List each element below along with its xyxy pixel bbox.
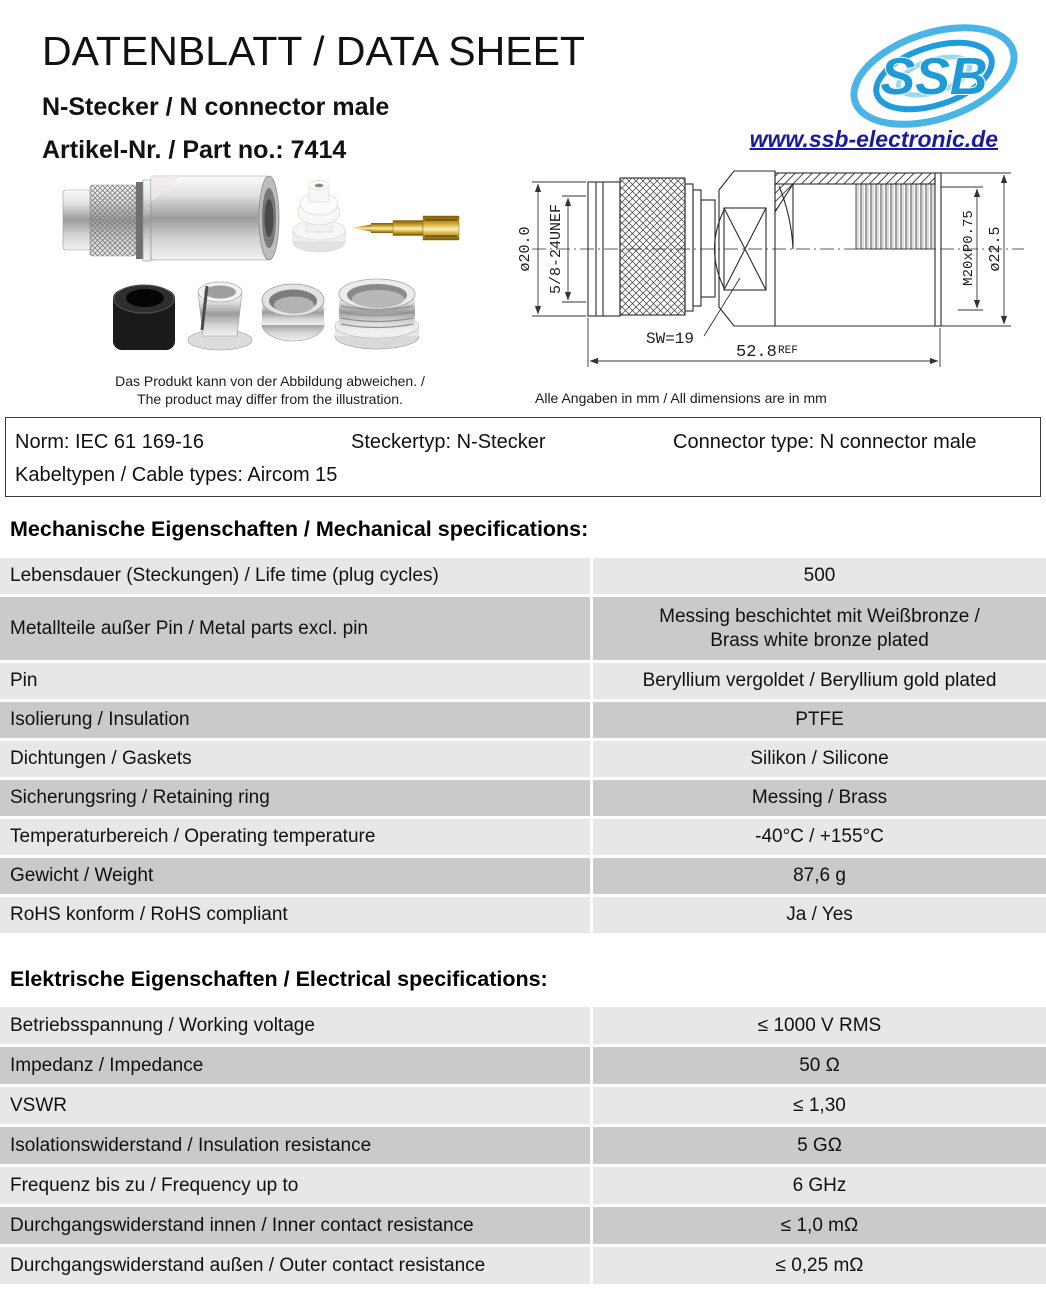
spec-value: 87,6 g [593,858,1046,894]
spec-value: Ja / Yes [593,897,1046,933]
dim-diameter-right: ø22.5 [987,226,1004,272]
dim-length-ref: REF [778,345,798,357]
spec-label: Sicherungsring / Retaining ring [0,780,590,816]
table-row [0,858,1046,894]
table-row [0,663,1046,699]
spec-value: Messing / Brass [593,780,1046,816]
spec-label: Impedanz / Impedance [0,1047,590,1084]
spec-label: Isolationswiderstand / Insulation resistance [0,1127,590,1164]
product-name: N-Stecker / N connector male [42,93,390,121]
spec-value: ≤ 1,30 [593,1087,1046,1124]
spec-value-line2: Brass white bronze plated [710,629,929,651]
technical-drawing [510,160,1042,392]
dim-diameter-left: ø20.0 [517,226,534,272]
product-photo-image [55,168,485,364]
dim-thread-right: M20xP0.75 [961,210,977,286]
insulator-photo [293,181,345,253]
spec-value: ≤ 1,0 mΩ [593,1207,1046,1244]
spec-value: ≤ 1000 V RMS [593,1007,1046,1044]
spec-label: RoHS konform / RoHS compliant [0,897,590,933]
spec-value: Silikon / Silicone [593,741,1046,777]
table-row [0,780,1046,816]
table-row [0,1007,1046,1044]
spec-label: Pin [0,663,590,699]
dim-length: 52.8 [736,343,777,362]
table-row [0,1247,1046,1284]
ferrule-photo [188,282,252,350]
ssb-logo [845,20,1023,132]
connector-type-en: Connector type: N connector male [673,431,977,453]
spec-value: 500 [593,558,1046,594]
page-title: DATENBLATT / DATA SHEET [42,28,585,74]
spec-label: Durchgangswiderstand innen / Inner contact resistance [0,1207,590,1244]
table-row [0,1087,1046,1124]
photo-caption-line1: Das Produkt kann von der Abbildung abweichen. / [115,373,425,389]
spec-label: Dichtungen / Gaskets [0,741,590,777]
table-row [0,558,1046,594]
spec-label: Lebensdauer (Steckungen) / Life time (plug cycles) [0,558,590,594]
website-link[interactable]: www.ssb-electronic.de [749,126,998,152]
technical-drawing-image [510,160,1042,392]
table-row [0,702,1046,738]
table-row [0,1127,1046,1164]
spec-value [593,597,1046,660]
norm-value: Norm: IEC 61 169-16 [15,431,204,453]
info-box [5,417,1041,497]
spec-value: -40°C / +155°C [593,819,1046,855]
spec-label: VSWR [0,1087,590,1124]
dim-wrench-size: SW=19 [646,330,695,348]
dim-thread-left: 5/8-24UNEF [548,203,565,295]
ssb-logo-icon [845,20,1023,132]
table-row [0,1167,1046,1204]
table-row [0,741,1046,777]
electrical-heading: Elektrische Eigenschaften / Electrical specifications: [10,967,548,991]
table-row [0,1207,1046,1244]
table-row [0,897,1046,933]
logo-text: SSB [880,48,988,106]
spec-label: Metallteile außer Pin / Metal parts excl. pin [0,597,590,660]
table-row [0,597,1046,660]
mechanical-heading: Mechanische Eigenschaften / Mechanical specifications: [10,517,589,541]
photo-caption-line2: The product may differ from the illustration. [137,391,403,407]
spec-value: 6 GHz [593,1167,1046,1204]
connector-photo [63,176,279,261]
table-row [0,819,1046,855]
spec-label: Betriebsspannung / Working voltage [0,1007,590,1044]
spec-value: ≤ 0,25 mΩ [593,1247,1046,1284]
product-photo [55,168,485,364]
mechanical-table [0,558,1046,936]
spec-value-line1: Messing beschichtet mit Weißbronze / [659,605,980,627]
washer-photo [262,284,324,341]
spec-label: Frequenz bis zu / Frequency up to [0,1167,590,1204]
spec-value: 50 Ω [593,1047,1046,1084]
info-box-row1 [15,426,1040,458]
part-number: Artikel-Nr. / Part no.: 7414 [42,136,347,164]
spec-label: Gewicht / Weight [0,858,590,894]
spec-value: 5 GΩ [593,1127,1046,1164]
spec-value: PTFE [593,702,1046,738]
drawing-caption: Alle Angaben in mm / All dimensions are in mm [535,390,827,406]
connector-type-de: Steckertyp: N-Stecker [351,431,546,453]
spec-label: Durchgangswiderstand außen / Outer contact resistance [0,1247,590,1284]
photo-caption [55,372,485,408]
table-row [0,1047,1046,1084]
nut-photo [335,279,419,349]
cable-types: Kabeltypen / Cable types: Aircom 15 [15,464,338,486]
spec-label: Temperaturbereich / Operating temperature [0,819,590,855]
pin-photo [351,216,459,240]
gasket-photo [113,285,175,350]
electrical-table [0,1007,1046,1287]
spec-label: Isolierung / Insulation [0,702,590,738]
spec-value: Beryllium vergoldet / Beryllium gold plated [593,663,1046,699]
